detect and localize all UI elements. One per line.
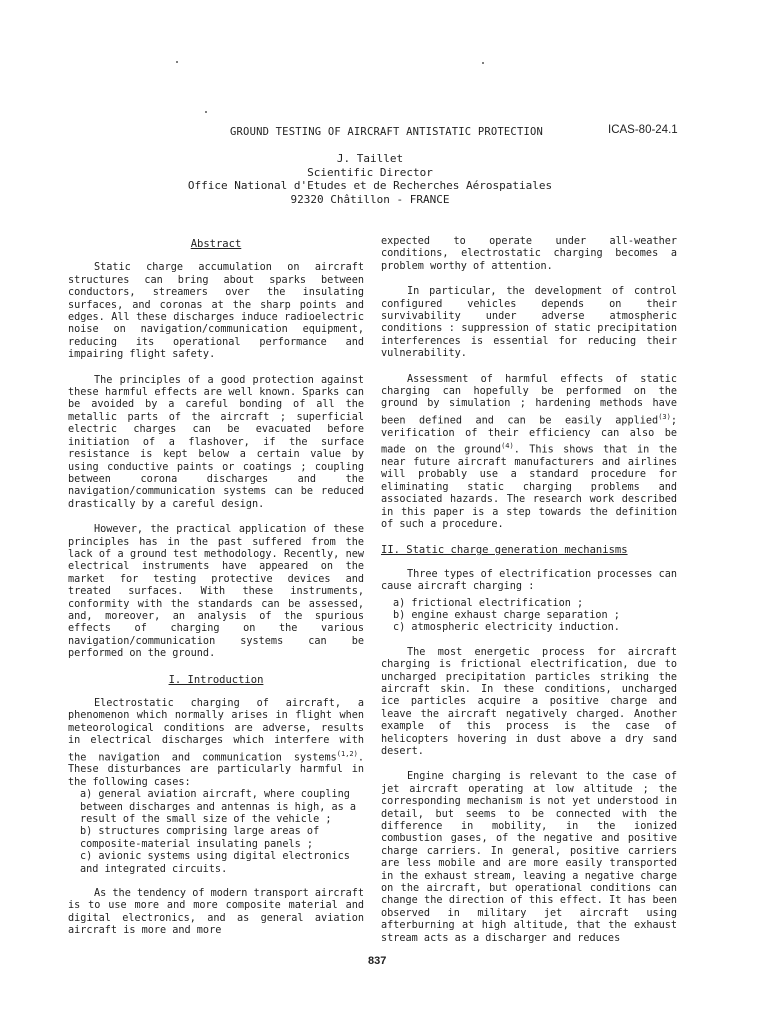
intro-paragraph-1: Electrostatic charging of aircraft, a phenomenon which normally arises in flight when meteorological conditions are adverse, results in electrical discharges which interfere with the navigation and communication systems$^{(1,2)}$. These disturbances are particularly harmful in the following cases:	[68, 698, 364, 788]
section-2-heading: II. Static charge generation mechanisms	[381, 544, 628, 557]
author-role: Scientific Director	[307, 165, 433, 179]
list-item: a) frictional electrification ;	[393, 597, 584, 609]
left-column	[68, 236, 364, 951]
list-item: a) general aviation aircraft, where coupling between discharges and antennas is high, as a result of the small size of the vehicle ;	[80, 789, 357, 826]
reference-marker: (4)	[501, 442, 514, 451]
cases-list	[68, 789, 364, 876]
list-item: c) atmospheric electricity induction.	[393, 622, 620, 634]
intro-paragraph-2: As the tendency of modern transport aircraft is to use more and more composite material and digital electronics, and as general aviation aircraft is more and more	[68, 888, 364, 937]
abstract-paragraph-2: The principles of a good protection against these harmful effects are well known. Sparks can be avoided by a careful bonding of all the metallic parts of the aircraft ; superficial electric charges can be evacuated before initiation of a flashover, if the surface resistance is kept below a certain value by using conductive paints or coatings ; coupling between corona discharges and the navigation/communication systems can be reduced drastically by a careful design.	[68, 374, 364, 510]
page-number: 837	[368, 955, 387, 967]
introduction-heading: I. Introduction	[168, 673, 264, 686]
list-item: b) engine exhaust charge separation ;	[393, 609, 620, 621]
author-block	[150, 152, 590, 206]
intro-paragraph-4: In particular, the development of control configured vehicles depends on their survivability under adverse atmospheric conditions : suppression of static precipitation interferences is essential for reducing their vulnerability.	[381, 286, 677, 360]
reference-marker: (1,2)	[336, 749, 358, 758]
abstract-heading: Abstract	[190, 238, 242, 250]
author-address: 92320 Châtillon - FRANCE	[290, 192, 450, 206]
list-item: c) avionic systems using digital electronics and integrated circuits.	[80, 851, 350, 875]
section-2-paragraph-3: Engine charging is relevant to the case of jet aircraft operating at low altitude ; the corresponding mechanism is not yet understood in detail, but seems to be connected with the difference in mobility, in the ionized combustion gases, of the negative and positive charge carriers. In general, positive carriers are less mobile and are more easily transported in the exhaust stream, leaving a negative charge on the aircraft, but operational conditions can change the direction of this effect. It has been observed in military jet aircraft using afterburning at high altitude, that the exhaust stream acts as a discharger and reduces	[381, 771, 677, 944]
author-name: J. Taillet	[336, 152, 404, 165]
types-list	[381, 598, 677, 635]
intro-paragraph-5: Assessment of harmful effects of static charging can hopefully be performed on the ground by simulation ; hardening methods have been defined and can be easily applied$^{(3)}$; verification of their efficiency can also be made on the ground$^{(4)}$. This shows that in the near future aircraft manufacturers and airlines will probably use a standard procedure for eliminating static charging problems and associated hazards. The research work described in this paper is a step towards the definition of such a procedure.	[381, 373, 678, 530]
author-affiliation: Office National d'Etudes et de Recherches Aérospatiales	[187, 179, 553, 192]
scan-speck	[176, 61, 178, 63]
abstract-paragraph-3: However, the practical application of these principles has in the past suffered from the lack of a ground test methodology. Recently, new electrical instruments have appeared on the market for testing protective devices and treated surfaces. With these instruments, conformity with the standards can be assessed, and, moreover, an analysis of the spurious effects of charging on the various navigation/communication systems can be performed on the ground.	[68, 524, 364, 660]
section-2-paragraph-1: Three types of electrification processes can cause aircraft charging :	[381, 568, 677, 593]
reference-marker: (3)	[658, 412, 671, 421]
intro-paragraph-3: expected to operate under all-weather conditions, electrostatic charging becomes a problem worthy of attention.	[381, 236, 677, 272]
list-item: b) structures comprising large areas of composite-material insulating panels ;	[80, 826, 320, 850]
abstract-paragraph-1: Static charge accumulation on aircraft structures can bring about sparks between conductors, streamers over the insulating surfaces, and coronas at the sharp points and edges. All these discharges induce radioelectric noise on navigation/communication equipment, reducing its operational performance and impairing flight safety.	[68, 262, 364, 361]
right-column	[381, 236, 677, 958]
scan-speck	[482, 62, 484, 64]
scan-speck	[205, 111, 207, 113]
section-2-paragraph-2: The most energetic process for aircraft charging is frictional electrification, due to uncharged precipitation particles striking the aircraft skin. In these conditions, uncharged ice particles acquire a positive charge and leave the aircraft negatively charged. Another example of this process is the case of helicopters hovering in dust above a dry sand desert.	[381, 646, 677, 757]
paper-title: GROUND TESTING OF AIRCRAFT ANTISTATIC PROTECTION	[230, 126, 544, 138]
paper-code: ICAS-80-24.1	[608, 124, 678, 136]
